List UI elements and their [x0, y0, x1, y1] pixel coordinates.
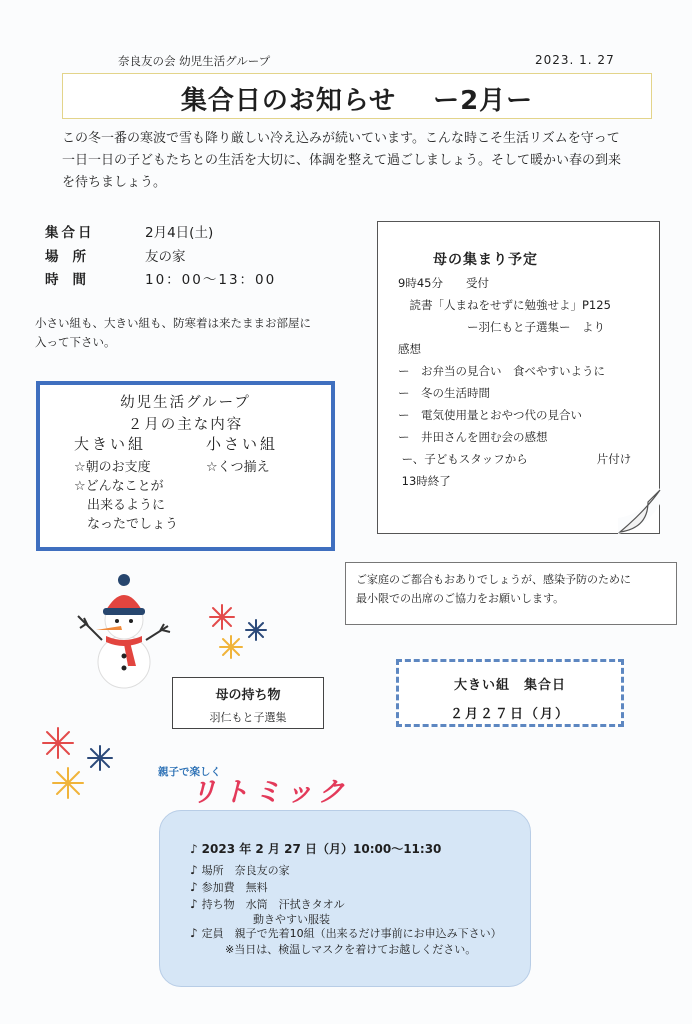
- music-note-icon: ♪: [190, 863, 198, 877]
- rhythmic-place: 場所 奈良友の家: [201, 864, 290, 877]
- attendance-notice: [345, 562, 677, 625]
- big-group-date-box: [396, 659, 624, 727]
- group-box-title: 幼児生活グループ: [120, 395, 251, 411]
- meeting-line: ー お弁当の見合い 食べやすいように: [398, 364, 605, 378]
- music-note-icon: ♪: [190, 842, 198, 856]
- rhythmic-fee: 参加費 無料: [201, 881, 268, 894]
- big-group-column: [74, 435, 178, 534]
- gathering-time-label: 時間: [45, 272, 100, 288]
- meeting-line: 13時終了: [398, 474, 451, 488]
- rhythmic-note: ※当日は、検温しマスクを着けてお越しください。: [225, 943, 477, 956]
- rhythmic-items-2: 動きやすい服装: [253, 913, 330, 926]
- group-box-subtitle: ２月の主な内容: [127, 417, 244, 433]
- big-group-item: ☆朝のお支度: [74, 460, 151, 475]
- rhythmic-place-row: [190, 862, 290, 878]
- page-curl-icon: [618, 488, 662, 534]
- snowflake-icon: [206, 602, 272, 662]
- mothers-items-box: [172, 677, 324, 729]
- mothers-items-value: 羽仁もと子選集: [209, 711, 287, 724]
- gathering-date-label: 集合日: [45, 225, 95, 241]
- organization-name: 奈良友の会 幼児生活グループ: [118, 54, 271, 68]
- title-box: [62, 73, 652, 119]
- intro-line: を待ちましょう。: [62, 175, 167, 190]
- rhythmic-title: リトミック: [190, 777, 350, 808]
- big-group-date-value: ２月２７日（月）: [449, 707, 570, 722]
- intro-line: この冬一番の寒波で雪も降り厳しい冷え込みが続いています。こんな時こそ生活リズムを守って: [62, 131, 620, 146]
- gathering-place-label: 場所: [45, 249, 100, 265]
- gathering-time-row: [45, 268, 276, 288]
- rhythmic-subtitle: 親子で楽しく: [158, 766, 221, 778]
- music-note-icon: ♪: [190, 926, 198, 940]
- rhythmic-date-row: [190, 840, 441, 857]
- mothers-items-title: 母の持ち物: [215, 688, 281, 703]
- big-group-item: 出来るように: [74, 498, 166, 513]
- meeting-line: 読書「人まねをせずに勉強せよ」P125: [398, 298, 611, 312]
- meeting-line: ー 井田さんを囲む会の感想: [398, 430, 548, 444]
- rhythmic-date: 2023 年 2 月 27 日（月）10:00〜11:30: [201, 842, 442, 856]
- rhythmic-capacity: 定員 親子で先着10組（出来るだけ事前にお申込み下さい）: [201, 927, 502, 940]
- mothers-meeting-title: 母の集まり予定: [433, 252, 538, 268]
- page-title: 集合日のお知らせ ー2月ー: [180, 86, 534, 116]
- intro-line: 一日一日の子どもたちとの生活を大切に、体調を整えて過ごしましょう。そして暖かい春の到来: [62, 153, 622, 168]
- gathering-date-value: 2月4日(土): [145, 225, 214, 241]
- gathering-place-row: [45, 245, 186, 265]
- rhythmic-fee-row: [190, 879, 268, 895]
- rhythmic-items-row: [190, 896, 345, 912]
- big-group-item: なったでしょう: [74, 517, 179, 532]
- rhythmic-capacity-row: [190, 925, 502, 941]
- coat-note: [35, 314, 335, 352]
- music-note-icon: ♪: [190, 880, 198, 894]
- meeting-line: ー 冬の生活時間: [398, 386, 490, 400]
- group-content-box: [36, 381, 335, 551]
- notice-line: 最小限での出席のご協力をお願いします。: [356, 592, 565, 605]
- intro-text: [62, 128, 682, 194]
- gathering-place-value: 友の家: [145, 249, 186, 265]
- meeting-line: ー羽仁もと子選集ー より: [398, 320, 605, 334]
- big-group-date-title: 大きい組 集合日: [453, 678, 566, 693]
- notice-line: ご家庭のご都合もおありでしょうが、感染予防のために: [356, 573, 631, 586]
- meeting-line: 感想: [398, 342, 421, 356]
- gathering-date-row: [45, 221, 213, 241]
- big-group-item: ☆どんなことが: [74, 479, 164, 494]
- rhythmic-items: 持ち物 水筒 汗拭きタオル: [201, 898, 345, 911]
- coat-note-line: 入って下さい。: [35, 335, 116, 349]
- small-group-column: [206, 435, 278, 477]
- small-group-heading: 小さい組: [206, 435, 279, 453]
- music-note-icon: ♪: [190, 897, 198, 911]
- issue-date: 2023. 1. 27: [535, 53, 615, 67]
- meeting-line: ー、子どもスタッフから 片付け: [398, 452, 632, 466]
- snowman-icon: [74, 570, 174, 690]
- small-group-item: ☆くつ揃え: [206, 460, 270, 475]
- coat-note-line: 小さい組も、大きい組も、防寒着は来たままお部屋に: [35, 316, 311, 330]
- meeting-line: 9時45分 受付: [398, 276, 489, 290]
- big-group-heading: 大きい組: [74, 435, 147, 453]
- snowflake-icon: [38, 724, 122, 804]
- meeting-line: ー 電気使用量とおやつ代の見合い: [398, 408, 582, 422]
- gathering-time-value: 10：00〜13：00: [145, 272, 277, 288]
